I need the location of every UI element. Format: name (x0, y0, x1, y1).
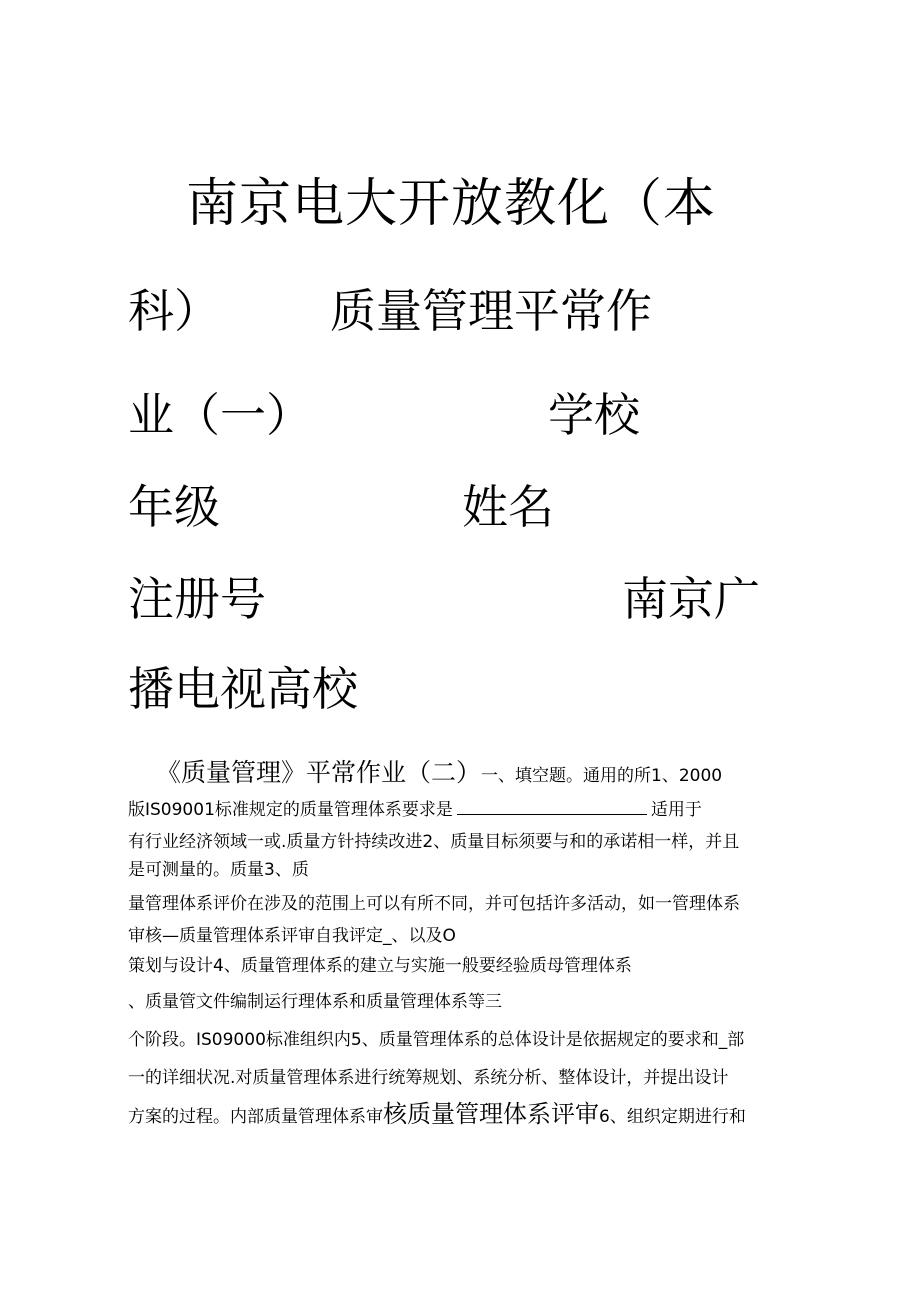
cover-line6-text: 播电视高校 (128, 662, 358, 716)
content-line10: 一的详细状况.对质量管理体系进行统筹规划、系统分析、整体设计，并提出设计 (128, 1068, 729, 1088)
cover-line5 (128, 572, 768, 632)
content-line9: 个阶段。IS09000标准组织内5、质量管理体系的总体设计是依据规定的要求和_部 (128, 1030, 745, 1050)
content-line11-b: 核质量管理体系评审 (383, 1100, 599, 1128)
cover-line5-right: 南京广 (622, 572, 760, 626)
cover-title-line3-left: 业（一） (128, 388, 312, 442)
content-line2-a: 版IS09001标准规定的质量管理体系要求是 (128, 800, 453, 820)
grade-label: 年级 (128, 480, 220, 534)
fill-blank (457, 800, 647, 815)
content-line2 (128, 800, 792, 819)
content-line6: 审核—质量管理体系评审自我评定_、以及O (128, 926, 456, 946)
cover-line6 (128, 662, 768, 722)
heading-assignment: 平常作业（二） (306, 758, 482, 787)
content-line4: 是可测量的。质量3、质 (128, 860, 309, 880)
cover-title-line3 (128, 388, 768, 448)
school-label: 学校 (548, 388, 640, 442)
cover-title-line1: 南京电大开放教化（本 (186, 174, 717, 234)
cover-line4 (128, 480, 768, 540)
content-line5: 量管理体系评价在涉及的范围上可以有所不同，并可包括许多活动，如一管理体系 (128, 894, 740, 914)
cover-title-line2-left: 科） (128, 284, 220, 338)
content-line11-a: 方案的过程。内部质量管理体系审 (128, 1107, 383, 1127)
content-line11-c: 6、组织定期进行和 (599, 1107, 746, 1127)
content-line8: 、质量管文件编制运行理体系和质量管理体系等三 (128, 992, 502, 1012)
name-label: 姓名 (462, 480, 554, 534)
content-line7: 策划与设计4、质量管理体系的建立与实施一般要经验质母管理体系 (128, 956, 632, 976)
registration-number-label: 注册号 (128, 572, 266, 626)
cover-title-line2-right: 质量管理平常作 (330, 284, 652, 338)
content-line1 (156, 760, 820, 785)
content-line2-b: 适用于 (650, 800, 702, 820)
content-line11 (128, 1102, 792, 1126)
content-line3: 有行业经济领域一或.质量方针持续改进2、质量目标须要与和的承诺相一样，并且 (128, 832, 740, 852)
heading-book-title: 《质量管理》 (156, 758, 307, 787)
content-line1-tail: 一、填空题。通用的所1、2000 (481, 766, 723, 786)
cover-title-line2 (128, 284, 768, 344)
